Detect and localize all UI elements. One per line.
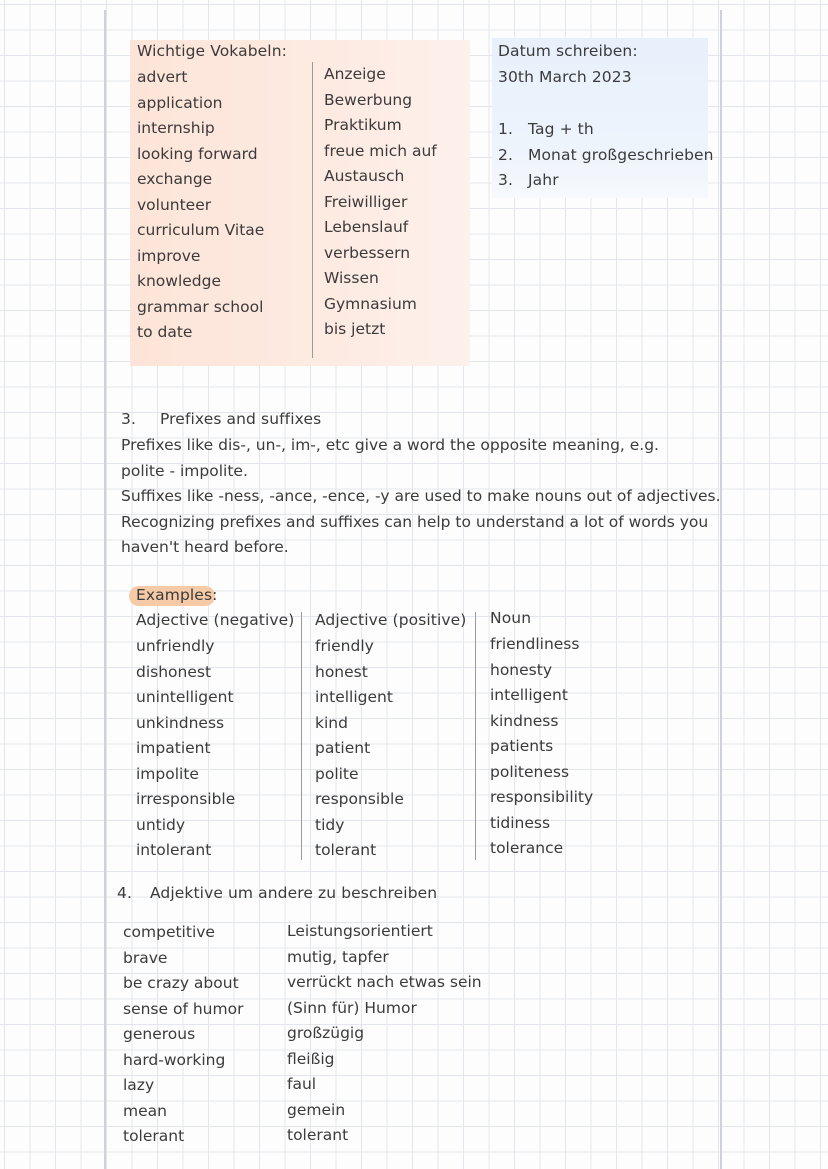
list-item: patients <box>490 737 554 755</box>
list-item: hard-working <box>123 1050 226 1069</box>
list-item: untidy <box>136 815 186 834</box>
list-item: brave <box>123 948 168 967</box>
list-item: freue mich auf <box>324 141 437 160</box>
list-item: Bewerbung <box>324 90 413 109</box>
list-item: bis jetzt <box>324 320 386 338</box>
vocab-german-list <box>324 62 437 343</box>
date-step-number: 1. <box>498 120 513 138</box>
left-margin-line <box>104 10 106 1169</box>
date-step-number: 3. <box>498 171 513 189</box>
list-item: faul <box>287 1075 317 1093</box>
vocab-heading: Wichtige Vokabeln: <box>137 42 287 60</box>
list-item: friendly <box>315 637 374 655</box>
date-step-text: Tag + th <box>528 120 594 138</box>
list-item: Gymnasium <box>324 294 417 313</box>
list-item: mutig, tapfer <box>287 947 389 966</box>
list-item: irresponsible <box>136 790 236 808</box>
list-item: gemein <box>287 1100 346 1119</box>
list-item: friendliness <box>490 635 580 653</box>
list-item: volunteer <box>137 195 212 214</box>
column-header-noun: Noun <box>490 609 532 627</box>
list-item: unintelligent <box>136 688 234 706</box>
list-item: sense of humor <box>123 999 244 1018</box>
list-item: verrückt nach etwas sein <box>287 973 482 991</box>
adjectives-german-list <box>287 919 482 1149</box>
list-item: competitive <box>123 923 215 941</box>
section3-paragraph-1: Prefixes like dis-, un-, im-, etc give a word the opposite meaning, e.g. polite - impolite. <box>121 436 659 480</box>
list-item: tidy <box>315 815 345 834</box>
examples-divider-2 <box>475 612 476 860</box>
list-item: Anzeige <box>324 65 386 83</box>
section3-paragraph-2: Suffixes like -ness, -ance, -ence, -y are used to make nouns out of adjectives. Recognizing prefixes and suffixes can help to understand a lot of words you haven't heard before. <box>121 487 721 557</box>
list-item: Austausch <box>324 167 405 185</box>
list-item: honesty <box>490 660 552 679</box>
list-item: generous <box>123 1025 196 1043</box>
list-item: unkindness <box>136 713 225 732</box>
list-item: curriculum Vitae <box>137 221 265 239</box>
date-step-text: Monat großgeschrieben <box>528 146 714 164</box>
list-item: lazy <box>123 1076 155 1094</box>
list-item: verbessern <box>324 243 411 262</box>
list-item: responsibility <box>490 788 594 806</box>
list-item: Freiwilliger <box>324 192 408 211</box>
vocab-english-list <box>137 65 264 346</box>
list-item: kind <box>315 713 348 732</box>
list-item: knowledge <box>137 272 222 290</box>
column-header-negative: Adjective (negative) <box>136 611 295 629</box>
date-step-text: Jahr <box>528 171 559 189</box>
date-heading: Datum schreiben: <box>498 42 638 60</box>
list-item: politeness <box>490 762 570 781</box>
adjectives-english-list <box>123 920 243 1150</box>
list-item: dishonest <box>136 662 212 681</box>
list-item: application <box>137 93 223 112</box>
list-item: (Sinn für) Humor <box>287 998 417 1017</box>
section3-number: 3. <box>121 410 136 428</box>
section3-title: Prefixes and suffixes <box>160 410 322 428</box>
list-item: responsible <box>315 790 404 808</box>
list-item: be crazy about <box>123 974 239 992</box>
list-item: Lebenslauf <box>324 218 409 236</box>
nouns-list <box>490 632 593 862</box>
section4-number: 4. <box>117 884 132 902</box>
list-item: unfriendly <box>136 637 215 655</box>
negative-adjectives-list <box>136 634 235 864</box>
right-margin-line <box>720 10 722 1169</box>
list-item: impolite <box>136 764 199 783</box>
list-item: intolerant <box>136 841 212 859</box>
column-header-positive: Adjective (positive) <box>315 611 467 629</box>
list-item: exchange <box>137 170 213 188</box>
list-item: honest <box>315 662 368 681</box>
list-item: advert <box>137 68 188 86</box>
list-item: mean <box>123 1101 167 1120</box>
list-item: großzügig <box>287 1024 365 1042</box>
examples-divider-1 <box>301 612 302 860</box>
list-item: tolerant <box>287 1126 349 1144</box>
list-item: internship <box>137 119 215 137</box>
positive-adjectives-list <box>315 634 404 864</box>
list-item: tidiness <box>490 813 551 832</box>
vocab-divider <box>312 62 313 358</box>
date-step-number: 2. <box>498 146 513 164</box>
list-item: kindness <box>490 711 559 730</box>
list-item: improve <box>137 246 201 265</box>
list-item: looking forward <box>137 144 258 163</box>
list-item: tolerance <box>490 839 564 857</box>
list-item: polite <box>315 764 359 783</box>
list-item: Praktikum <box>324 116 402 134</box>
list-item: grammar school <box>137 297 264 316</box>
examples-label: Examples: <box>136 586 218 604</box>
list-item: intelligent <box>315 688 393 706</box>
list-item: tolerant <box>123 1127 185 1145</box>
list-item: to date <box>137 323 193 341</box>
list-item: tolerant <box>315 841 377 859</box>
list-item: patient <box>315 739 371 757</box>
list-item: fleißig <box>287 1049 335 1068</box>
list-item: Wissen <box>324 269 379 287</box>
list-item: impatient <box>136 739 211 757</box>
list-item: Leistungsorientiert <box>287 922 433 940</box>
section4-title: Adjektive um andere zu beschreiben <box>150 884 438 902</box>
list-item: intelligent <box>490 686 568 704</box>
date-example: 30th March 2023 <box>498 68 632 86</box>
